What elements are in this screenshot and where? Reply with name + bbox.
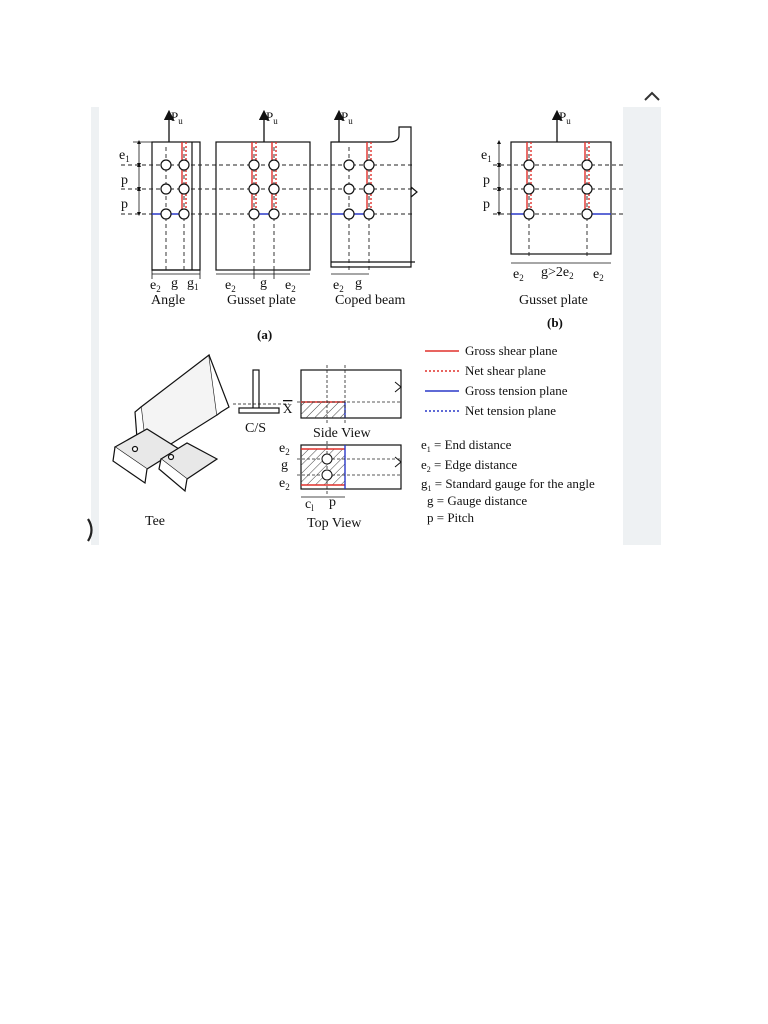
angle-shear-plane: [152, 142, 186, 214]
block-shear-diagram: [99, 107, 623, 545]
svg-text:p: p: [329, 495, 336, 510]
caption-cs: C/S: [245, 421, 267, 436]
caption-gusset-a: Gusset plate: [227, 293, 296, 308]
svg-text:e1: $e_1$: [481, 148, 492, 164]
legend-net-tension: Net tension plane: [465, 403, 556, 418]
legend-net-shear: Net shear plane: [465, 363, 546, 378]
svg-text:p: p: [483, 197, 490, 212]
dim-e1: $e_1$: [119, 148, 130, 164]
image-viewer: [91, 107, 661, 545]
svg-text:Pu: $P_u$: [341, 109, 353, 126]
gusset-plate-a: [216, 142, 310, 270]
caption-angle: Angle: [151, 293, 186, 308]
chevron-up-icon[interactable]: [641, 86, 663, 108]
def-g1: $g_1$ = Standard gauge for the angle: [421, 476, 595, 493]
svg-text:cl: $c_l$: [305, 497, 314, 513]
svg-text:e2: $e_2$: [333, 278, 344, 294]
svg-text:e2: $e_2$: [593, 267, 604, 283]
gusset-plate-b: [511, 142, 611, 254]
def-p: p = Pitch: [427, 510, 475, 525]
load-label: $P_u$: [171, 109, 183, 126]
legend-gross-shear: Gross shear plane: [465, 343, 558, 358]
svg-text:g: g: [281, 458, 288, 473]
tee-cross-section: [233, 370, 289, 413]
dim-angle-g: g: [171, 276, 178, 291]
dim-p2: p: [121, 197, 128, 212]
svg-text:e2: $e_2$: [225, 278, 236, 294]
tee-3d-sketch: [113, 355, 229, 491]
g-condition: $g>2e_2$: [541, 265, 574, 281]
svg-text:e2: $e_2$: [279, 441, 290, 457]
caption-top-view: Top View: [307, 516, 362, 531]
svg-text:e2: $e_2$: [513, 267, 524, 283]
svg-text:p: p: [483, 173, 490, 188]
panel-b-label: (b): [547, 315, 563, 330]
dim-angle-g1: $g_1$: [187, 276, 199, 292]
svg-text:e2: $e_2$: [279, 476, 290, 492]
caption-side-view: Side View: [313, 426, 371, 441]
svg-text:e2: $e_2$: [285, 278, 296, 294]
caption-gusset-b: Gusset plate: [519, 293, 588, 308]
xbar-label: X: [283, 401, 293, 416]
svg-text:Pu: $P_u$: [266, 109, 278, 126]
angle-bolts: [161, 160, 189, 219]
panel-a-label: (a): [257, 327, 273, 342]
coped-beam: [331, 127, 417, 267]
chevron-left-icon[interactable]: [86, 517, 96, 543]
figure-panel: [99, 107, 623, 545]
def-e2: $e_2$ = Edge distance: [421, 457, 518, 474]
dim-p1: p: [121, 173, 128, 188]
def-e1: $e_1$ = End distance: [421, 437, 512, 454]
angle-member: [152, 142, 200, 270]
svg-text:Pu: $P_u$: [559, 109, 571, 126]
dim-angle-e2: $e_2$: [150, 278, 161, 294]
svg-text:g: g: [260, 276, 267, 291]
caption-tee: Tee: [145, 514, 166, 529]
legend: [425, 351, 459, 411]
svg-text:g: g: [355, 276, 362, 291]
tee-side-view: [297, 365, 401, 425]
legend-gross-tension: Gross tension plane: [465, 383, 568, 398]
tee-top-view: [297, 441, 401, 497]
def-g: g = Gauge distance: [427, 493, 528, 508]
caption-coped-beam: Coped beam: [335, 293, 406, 308]
